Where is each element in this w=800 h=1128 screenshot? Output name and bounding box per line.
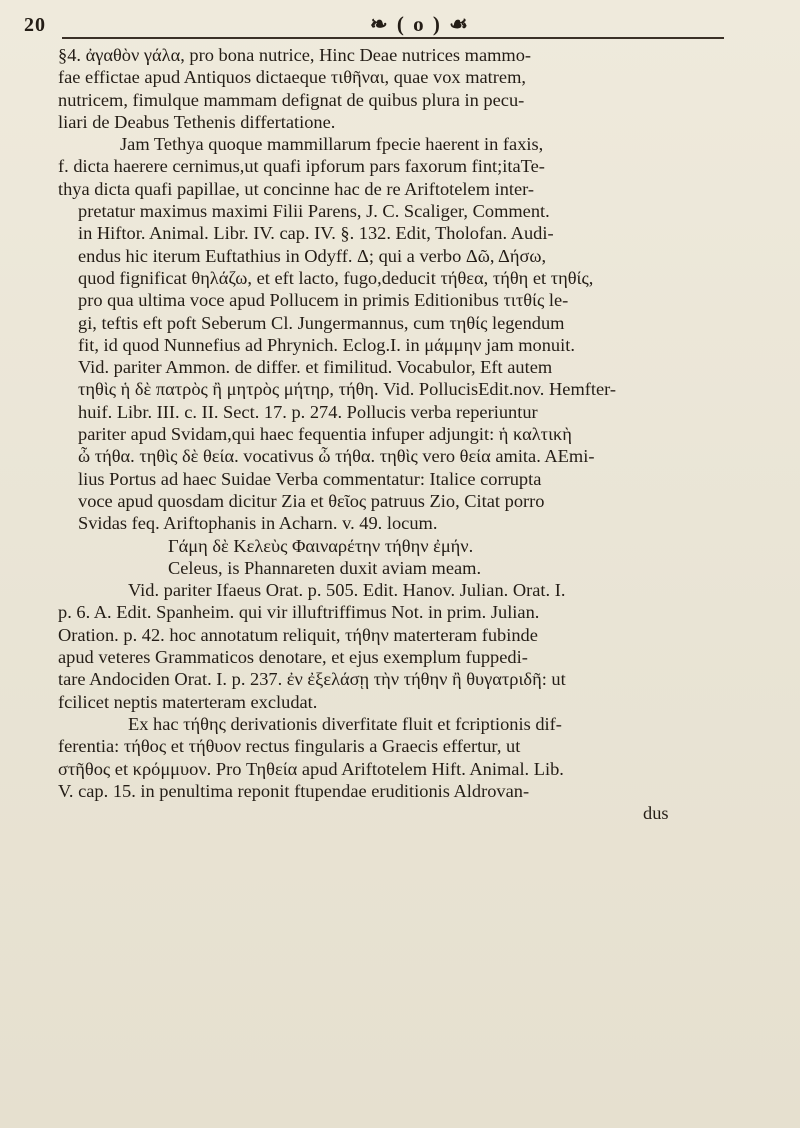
- text-line: V. cap. 15. in penultima reponit ftupendae eruditionis Aldrovan-: [58, 780, 530, 801]
- text-line: apud veteres Grammaticos denotare, et ejus exemplum fuppedi-: [58, 647, 528, 668]
- text-line: pretatur maximus maximi Filii Parens, J. C. Scaliger, Comment.: [78, 201, 550, 222]
- page-number: 20: [24, 14, 46, 36]
- text-line: liari de Deabus Tethenis differtatione.: [58, 111, 336, 132]
- paragraph-start-line: Jam Tethya quoque mammillarum fpecie haerent in faxis,: [120, 134, 544, 155]
- text-line: §4. ἀγαθὸν γάλα, pro bona nutrice, Hinc Deae nutrices mammo-: [58, 45, 532, 65]
- header-ornament: ❧ ( o ) ☙: [370, 12, 470, 36]
- text-line: Vid. pariter Ammon. de differ. et fimilitud. Vocabulor, Eft autem: [78, 357, 553, 378]
- text-line: nutricem, fimulque mammam defignat de quibus plura in pecu-: [58, 89, 525, 110]
- text-line: τηθὶς ἡ δὲ πατρὸς ἢ μητρὸς μήτηρ, τήθη. Vid. PollucisEdit.nov. Hemfter-: [78, 379, 617, 400]
- text-line: Oration. p. 42. hoc annotatum reliquit, τήθην materteram fubinde: [58, 624, 538, 645]
- text-line: tare Andociden Orat. I. p. 237. ἐν ἐξελάσῃ τὴν τήθην ἢ θυγατριδῆ: ut: [58, 669, 566, 690]
- text-line: pariter apud Svidam,qui haec fequentia infuper adjungit: ἡ καλτικὴ: [78, 424, 572, 445]
- text-line: in Hiftor. Animal. Libr. IV. cap. IV. §. 132. Edit, Tholofan. Audi-: [78, 223, 554, 244]
- text-line: voce apud quosdam dicitur Zia et θεῖος patruus Zio, Citat porro: [78, 490, 545, 511]
- page-header: [0, 0, 800, 42]
- text-line: fcilicet neptis materteram excludat.: [58, 691, 318, 712]
- text-line: στῆθος et κρόμμυον. Pro Τηθεία apud Ariftotelem Hift. Animal. Lib.: [58, 758, 564, 779]
- text-line: lius Portus ad haec Suidae Verba commentatur: Italice corrupta: [78, 468, 542, 489]
- latin-translation: Celeus, is Phannareten duxit aviam meam.: [168, 557, 482, 578]
- text-line: ferentia: τήθος et τήθυον rectus fingularis a Graecis effertur, ut: [58, 736, 521, 757]
- paragraph-start-line: Vid. pariter Ifaeus Orat. p. 505. Edit. Hanov. Julian. Orat. I.: [128, 580, 566, 601]
- text-line: pro qua ultima voce apud Pollucem in primis Editionibus τιτθίς le-: [78, 290, 569, 311]
- paragraph-start-line: Ex hac τήθης derivationis diverfitate fluit et fcriptionis dif-: [128, 713, 562, 734]
- text-line: gi, teftis eft poft Seberum Cl. Jungermannus, cum τηθίς legendum: [78, 312, 565, 333]
- text-line: f. dicta haerere cernimus,ut quafi ipforum pars faxorum fint;itaTe-: [58, 156, 545, 177]
- page-body: [58, 44, 724, 824]
- text-line: huif. Libr. III. c. II. Sect. 17. p. 274. Pollucis verba reperiuntur: [78, 401, 538, 422]
- text-line: quod fignificat θηλάζω, et eft lacto, fugo,deducit τήθεα, τήθη et τηθίς,: [78, 267, 594, 288]
- text-line: p. 6. A. Edit. Spanheim. qui vir illuftriffimus Not. in prim. Julian.: [58, 602, 540, 623]
- text-line: Svidas feq. Ariftophanis in Acharn. v. 49. locum.: [78, 513, 438, 534]
- text-line: fit, id quod Nunnefius ad Phrynich. Eclog.I. in μάμμην jam monuit.: [78, 334, 575, 355]
- text-line: endus hic iterum Euftathius in Odyff. Δ; qui a verbo Δῶ, Δήσω,: [78, 245, 547, 266]
- header-rule: [62, 37, 724, 39]
- text-line: fae effictae apud Antiquos dictaeque τιθῆναι, quae vox matrem,: [58, 67, 526, 88]
- text-line: thya dicta quafi papillae, ut concinne hac de re Ariftotelem inter-: [58, 178, 535, 199]
- catchword: dus: [643, 803, 669, 824]
- greek-quotation: Γάμη δὲ Κελεὺς Φαιναρέτην τήθην ἐμήν.: [168, 535, 474, 556]
- text-line: ὦ τήθα. τηθὶς δὲ θεία. vocativus ὦ τήθα. τηθὶς vero θεία amita. AEmi-: [78, 446, 595, 467]
